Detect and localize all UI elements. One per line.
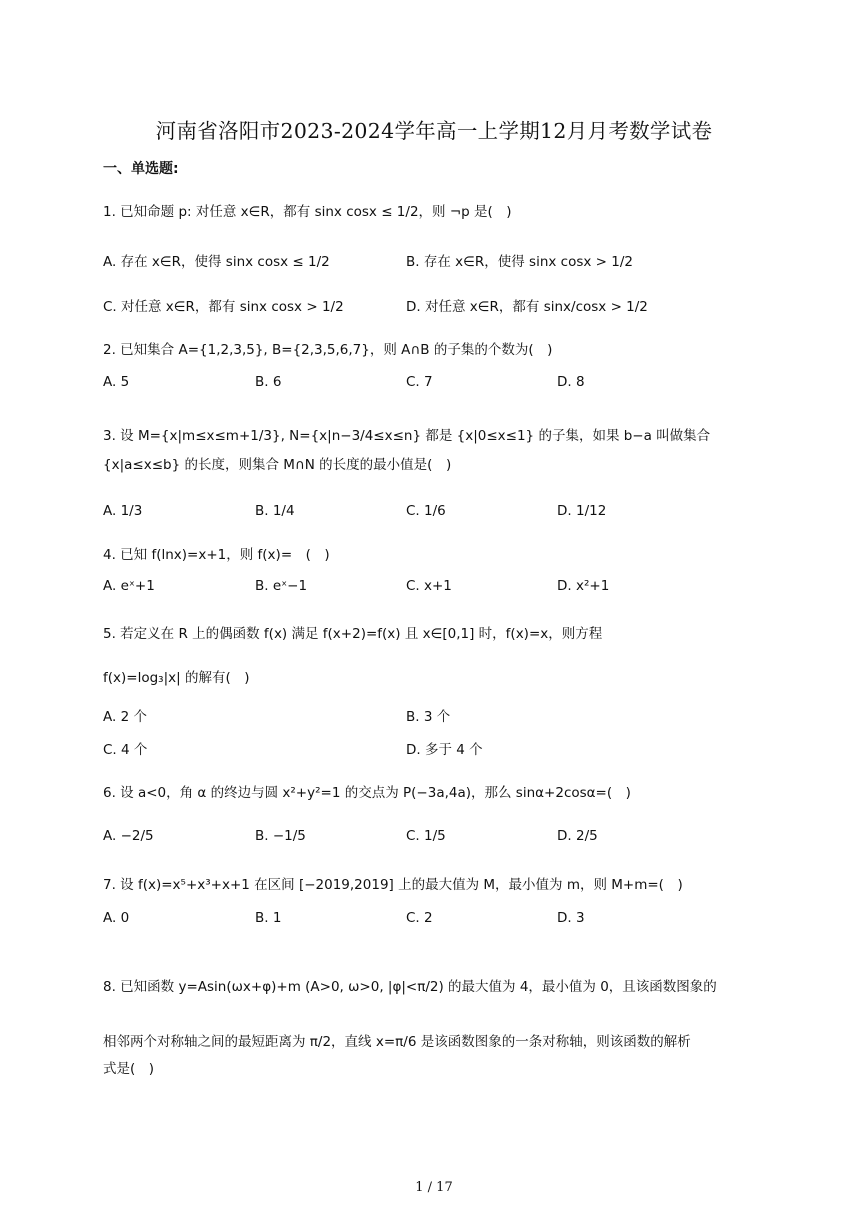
page-title: 河南省洛阳市2023-2024学年高一上学期12月月考数学试卷 [155,119,713,143]
question-4-stem: 4. 已知 f(lnx)=x+1，则 f(x)= ( ) [103,547,330,563]
question-4-option-a: A. eˣ+1 [103,578,155,594]
question-8-stem-line-2: 相邻两个对称轴之间的最短距离为 π/2，直线 x=π/6 是该函数图象的一条对称轴，则该函数的解析 [103,1034,691,1050]
question-3-option-d: D. 1/12 [557,503,607,519]
question-1-option-a: A. 存在 x∈R，使得 sinx cosx ≤ 1/2 [103,254,330,270]
question-5-option-c: C. 4 个 [103,742,148,758]
question-6-option-a: A. −2/5 [103,828,154,844]
question-3-stem-line-2: {x|a≤x≤b} 的长度，则集合 M∩N 的长度的最小值是( ) [103,457,452,473]
question-3-option-c: C. 1/6 [406,503,446,519]
question-7-option-c: C. 2 [406,910,433,926]
question-5-option-d: D. 多于 4 个 [406,742,483,758]
question-1-stem: 1. 已知命题 p: 对任意 x∈R，都有 sinx cosx ≤ 1/2，则 ¬p 是( ) [103,204,512,220]
question-4-option-c: C. x+1 [406,578,452,594]
question-5-stem-line-2: f(x)=log₃|x| 的解有( ) [103,670,250,686]
question-4-option-d: D. x²+1 [557,578,610,594]
question-5-option-a: A. 2 个 [103,709,147,725]
question-2-option-d: D. 8 [557,374,585,390]
question-8-stem-line-3: 式是( ) [103,1061,155,1077]
question-8-stem-line-1: 8. 已知函数 y=Asin(ωx+φ)+m (A>0, ω>0, |φ|<π/2) 的最大值为 4，最小值为 0，且该函数图象的 [103,979,717,995]
question-6-option-c: C. 1/5 [406,828,446,844]
question-2-option-b: B. 6 [255,374,282,390]
section-heading: 一、单选题: [103,161,179,177]
question-4-option-b: B. eˣ−1 [255,578,308,594]
question-7-option-b: B. 1 [255,910,282,926]
page-number: 1 / 17 [415,1180,453,1195]
question-2-option-a: A. 5 [103,374,130,390]
question-6-stem: 6. 设 a<0，角 α 的终边与圆 x²+y²=1 的交点为 P(−3a,4a)，那么 sinα+2cosα=( ) [103,785,631,801]
question-7-option-d: D. 3 [557,910,585,926]
question-5-stem-line-1: 5. 若定义在 R 上的偶函数 f(x) 满足 f(x+2)=f(x) 且 x∈[0,1] 时，f(x)=x，则方程 [103,626,603,642]
question-3-stem-line-1: 3. 设 M={x|m≤x≤m+1/3}, N={x|n−3/4≤x≤n} 都是 {x|0≤x≤1} 的子集，如果 b−a 叫做集合 [103,428,711,444]
question-6-option-d: D. 2/5 [557,828,598,844]
question-3-option-a: A. 1/3 [103,503,143,519]
question-6-option-b: B. −1/5 [255,828,306,844]
question-7-stem: 7. 设 f(x)=x⁵+x³+x+1 在区间 [−2019,2019] 上的最大值为 M，最小值为 m，则 M+m=( ) [103,877,683,893]
question-3-option-b: B. 1/4 [255,503,295,519]
question-5-option-b: B. 3 个 [406,709,451,725]
question-1-option-d: D. 对任意 x∈R，都有 sinx/cosx > 1/2 [406,299,648,315]
question-2-stem: 2. 已知集合 A={1,2,3,5}, B={2,3,5,6,7}，则 A∩B 的子集的个数为( ) [103,342,553,358]
question-1-option-b: B. 存在 x∈R，使得 sinx cosx > 1/2 [406,254,634,270]
question-1-option-c: C. 对任意 x∈R，都有 sinx cosx > 1/2 [103,299,344,315]
question-7-option-a: A. 0 [103,910,130,926]
question-2-option-c: C. 7 [406,374,433,390]
